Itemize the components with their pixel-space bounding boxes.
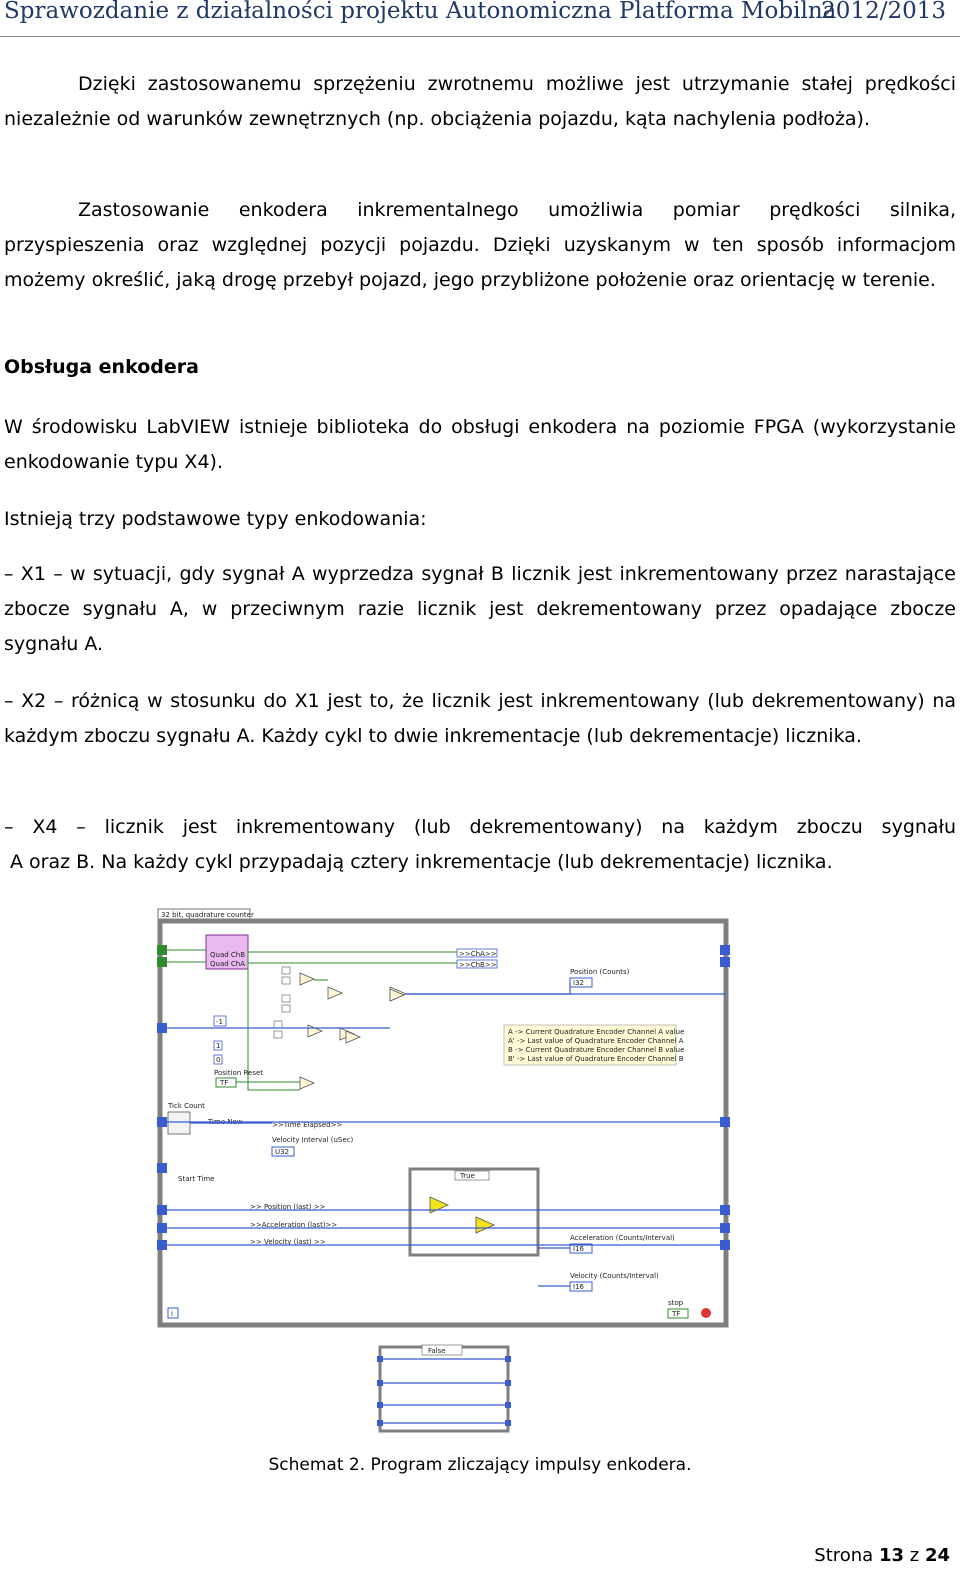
position-last-label: >> Position (last) >> [250, 1203, 326, 1211]
position-reset-label: Position Reset [214, 1069, 264, 1077]
header-title: Sprawozdanie z działalności projektu Autonomiczna Platforma Mobilna [4, 0, 837, 24]
false-case-tunnels [377, 1356, 511, 1426]
stop-terminal-icon [701, 1308, 711, 1318]
diagram-title: 32 bit, quadrature counter [161, 911, 254, 919]
paragraph-encoder: Zastosowanie enkodera inkrementalnego umożliwia pomiar prędkości silnika, przyspieszenia oraz względnej pozycji pojazdu. Dzięki uzyskanym w ten sposób informacjom możemy określić, jaką drogę przebył pojazd, jego przybliżone położenie oraz orientację w terenie. [4, 199, 956, 291]
tick-count-label: Tick Count [168, 1102, 205, 1110]
velocity-interval-type: U32 [275, 1148, 290, 1156]
velocity-indicator-type: I16 [573, 1283, 584, 1291]
labview-block-diagram [150, 905, 740, 1330]
list-item-x1: – X1 – w sytuacji, gdy sygnał A wyprzedza sygnał B licznik jest inkrementowany przez narastające zbocze sygnału A, w przeciwnym razie licznik jest dekrementowany przez opadające zbocze sygnału A. [4, 563, 956, 655]
position-counts-label: Position (Counts) [570, 968, 630, 976]
cha-out-label: >>ChA>> [459, 950, 497, 958]
page-footer [814, 1545, 950, 1566]
start-time-label: Start Time [178, 1175, 215, 1183]
legend-line-3: B -> Current Quadrature Encoder Channel B value [508, 1046, 685, 1054]
time-now-label: Time Now [208, 1118, 243, 1126]
velocity-last-label: >> Velocity (last) >> [250, 1238, 326, 1246]
quad-chb-label: Quad ChB [210, 951, 246, 959]
quad-cha-label: Quad ChA [210, 960, 246, 968]
false-case-wires [380, 1359, 508, 1423]
page-header [0, 0, 960, 37]
stop-type: TF [672, 1310, 681, 1318]
list-item-x4-line2: A oraz B. Na każdy cykl przypadają cztery inkrementacje (lub dekrementacje) licznika. [10, 851, 833, 873]
case-structure-true [410, 1169, 538, 1255]
paragraph-labview: W środowisku LabVIEW istnieje biblioteka do obsługi enkodera na poziomie FPGA (wykorzystanie enkodowanie typu X4). [4, 416, 956, 473]
legend-line-4: B' -> Last value of Quadrature Encoder Channel B [508, 1055, 684, 1063]
case-true-label: True [460, 1172, 475, 1180]
paragraph-feedback: Dzięki zastosowanemu sprzężeniu zwrotnemu możliwe jest utrzymanie stałej prędkości niezależnie od warunków zewnętrznych (np. obciążenia pojazdu, kąta nachylenia podłoża). [4, 73, 956, 130]
acceleration-indicator-label: Acceleration (Counts/Interval) [570, 1234, 675, 1242]
footer-page-number: 13 [878, 1545, 905, 1566]
footer-prefix: Strona [814, 1545, 874, 1566]
acceleration-last-label: >>Acceleration (last)>> [250, 1221, 338, 1229]
paragraph-types-intro: Istnieją trzy podstawowe typy enkodowania: [4, 508, 427, 530]
acceleration-indicator-type: I16 [573, 1245, 584, 1253]
case-structure-false [377, 1343, 512, 1435]
iteration-terminal [168, 1308, 178, 1318]
list-item-x2: – X2 – różnicą w stosunku do X1 jest to, że licznik jest inkrementowany (lub dekrementowany) na każdym zboczu sygnału A. Każdy cykl to dwie inkrementacje (lub dekrementacje) licznika. [4, 690, 956, 747]
const-neg1-label: -1 [216, 1018, 223, 1026]
chb-out-label: >>ChB>> [459, 961, 497, 969]
position-counts-type: I32 [573, 979, 584, 987]
list-item-x4-line1: – X4 – licznik jest inkrementowany (lub dekrementowany) na każdym zboczu sygnału [4, 816, 956, 838]
legend-line-2: A' -> Last value of Quadrature Encoder Channel A [508, 1037, 684, 1045]
const-zero-label: 0 [216, 1056, 221, 1064]
section-heading: Obsługa enkodera [4, 356, 199, 378]
header-year: 2012/2013 [821, 0, 946, 24]
case-false-label: False [428, 1347, 446, 1355]
position-reset-type: TF [220, 1079, 229, 1087]
stop-label: stop [668, 1299, 684, 1307]
footer-separator: z [909, 1545, 920, 1566]
footer-total-pages: 24 [924, 1545, 950, 1566]
iteration-terminal-label: i [171, 1310, 173, 1318]
legend-line-1: A -> Current Quadrature Encoder Channel A value [508, 1028, 685, 1036]
figure-caption: Schemat 2. Program zliczający impulsy enkodera. [268, 1455, 692, 1475]
boolean-wires [167, 950, 457, 1090]
velocity-indicator-label: Velocity (Counts/Interval) [570, 1272, 659, 1280]
tick-count-node [168, 1112, 190, 1134]
const-one-label: 1 [216, 1042, 221, 1050]
add-nodes [346, 989, 404, 1043]
velocity-interval-label: Velocity Interval (uSec) [272, 1136, 354, 1144]
time-elapsed-label: >>Time Elapsed>> [272, 1121, 343, 1129]
ab-terminals [274, 967, 290, 1038]
subtract-node-2 [476, 1217, 494, 1233]
